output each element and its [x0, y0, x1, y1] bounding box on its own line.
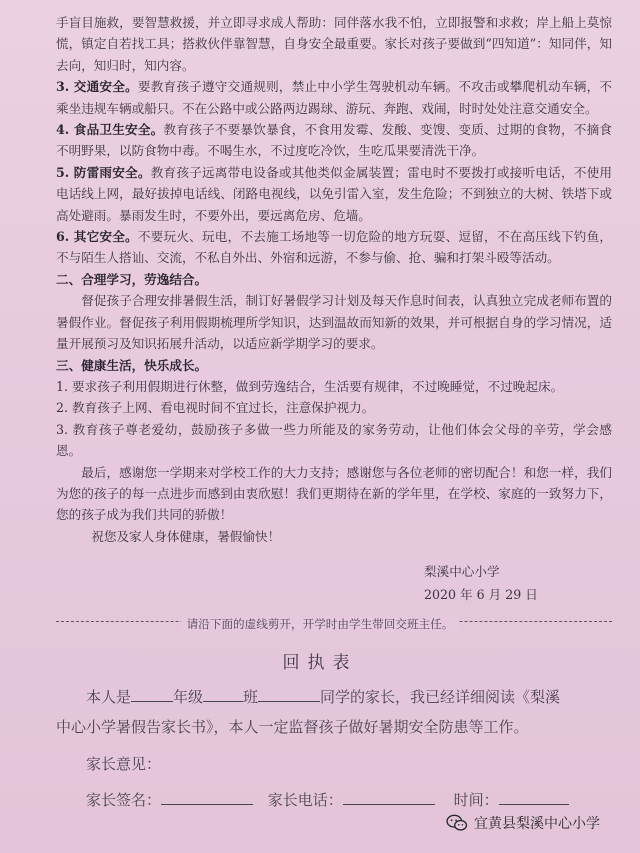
- signature-school: 梨溪中心小学: [424, 564, 500, 579]
- paragraph-study: 督促孩子合理安排暑假生活，制订好暑假学习计划及每天作息时间表，认真独立完成老师布置的暑假作业。督促孩子利用假期梳理所学知识，达到温故而知新的效果，并可根据自身的学习情况，适量开展预习及知识拓展升活动，以适应新学期学习的要求。: [56, 293, 612, 352]
- paragraph-wishes: 祝您及家人身体健康，暑假愉快！: [91, 528, 281, 544]
- receipt-title: 回执表: [282, 653, 358, 673]
- paragraph-health-1: 1. 要求孩子利用假期进行休整，做到劳逸结合，生活要有规律，不过晚睡觉，不过晚起床。: [56, 378, 564, 394]
- heading-traffic-safety: 3. 交通安全。: [56, 79, 138, 95]
- parent-phone-label: 家长电话：: [267, 791, 343, 809]
- cut-instruction: [0, 616, 640, 632]
- receipt-label-read: 同学的家长，我已经详细阅读《梨溪: [320, 688, 561, 706]
- text-other-safety: 不要玩火、玩电，不去施工场地等一切危险的地方玩耍、逗留，不在高压线下钓鱼，不与陌生人搭讪、交流，不私自外出、外宿和远游，不参与偷、抢、骗和打架斗殴等活动。: [56, 229, 612, 266]
- text-food-safety: 教育孩子不要暴饮暴食，不食用发霉、发酸、变馊、变质、过期的食物，不摘食不明野果，以防食物中毒。不喝生水，不过度吃冷饮，生吃瓜果要清洗干净。: [56, 122, 612, 159]
- paragraph-closing: 最后，感谢您一学期来对学校工作的大力支持；感谢您与各位老师的密切配合！和您一样，我们为您的孩子的每一点进步而感到由衷欣慰！我们更期待在新的学年里，在学校、家庭的一致努力下，您的孩子成为我们共同的骄傲！: [56, 464, 612, 523]
- receipt-form: [56, 682, 616, 815]
- cut-instruction-text: 请沿下面的虚线剪开，开学时由学生带回交班主任。: [181, 617, 460, 631]
- parent-signature-blank[interactable]: [161, 786, 253, 805]
- receipt-opinion-label: 家长意见：: [86, 755, 162, 773]
- paragraph-health-2: 2. 教育孩子上网、看电视时间不宜过长，注意保护视力。: [56, 400, 375, 416]
- parent-signature-label: 家长签名：: [86, 791, 162, 809]
- letter-body: [56, 12, 612, 547]
- watermark-text: 宜黄县梨溪中心小学: [474, 816, 600, 832]
- paragraph-health-3: 3. 教育孩子尊老爱幼，鼓励孩子多做一些力所能及的家务劳动，让他们体会父母的辛劳，学会感恩。: [56, 421, 612, 459]
- text-lightning-safety: 教育孩子远离带电设备或其他类似金属装置；雷电时不要拨打或接听电话，不使用电话线上网，最好拔掉电话线、闭路电视线，以免引雷入室，发生危险；不到独立的大树、铁塔下或高处避雨。暴雨发生时，不要外出，要远离危房、危墙。: [56, 164, 612, 223]
- receipt-line-1: [56, 682, 616, 712]
- paragraph-water-safety: 手盲目施救，要智慧救援，并立即寻求成人帮助：同伴落水我不怕，立即报警和求救；岸上船上莫惊慌，镇定自若找工具；搭救伙伴靠智慧，自身安全最重要。家长对孩子要做到“四知道”：知同伴，知去向，知归时，知内容。: [56, 15, 612, 73]
- time-blank[interactable]: [499, 786, 569, 805]
- heading-food-safety: 4. 食品卫生安全。: [56, 122, 164, 138]
- receipt-sign-row: [56, 785, 616, 815]
- time-label: 时间：: [453, 791, 499, 809]
- receipt-label-parent-of: 本人是: [86, 688, 132, 706]
- heading-other-safety: 6. 其它安全。: [56, 229, 138, 245]
- paragraph-lightning-safety: [56, 162, 612, 226]
- parent-phone-blank[interactable]: [343, 786, 435, 805]
- receipt-line-2: 中心小学暑假告家长书》，本人一定监督孩子做好暑期安全防患等工作。: [56, 718, 529, 736]
- grade-blank[interactable]: [131, 683, 173, 702]
- wechat-icon: [446, 814, 468, 832]
- receipt-label-grade: 年级: [173, 688, 204, 706]
- class-blank[interactable]: [203, 683, 243, 702]
- paragraph-food-safety: [56, 119, 612, 162]
- watermark: [446, 813, 600, 833]
- student-name-blank[interactable]: [258, 683, 320, 702]
- paragraph-other-safety: [56, 226, 612, 269]
- receipt-label-class: 班: [243, 688, 259, 706]
- section-heading-health: 三、健康生活，快乐成长。: [56, 357, 208, 373]
- heading-lightning-safety: 5. 防雷雨安全。: [56, 164, 151, 180]
- signature-date: 2020 年 6 月 29 日: [424, 587, 538, 602]
- paragraph-traffic-safety: [56, 76, 612, 119]
- text-traffic-safety: 要教育孩子遵守交通规则，禁止中小学生驾驶机动车辆。不攻击或攀爬机动车辆，不乘坐违规车辆或船只。不在公路中或公路两边踢球、游玩、奔跑、戏闹，时时处处注意交通安全。: [56, 79, 612, 116]
- section-heading-study: 二、合理学习，劳逸结合。: [56, 271, 208, 287]
